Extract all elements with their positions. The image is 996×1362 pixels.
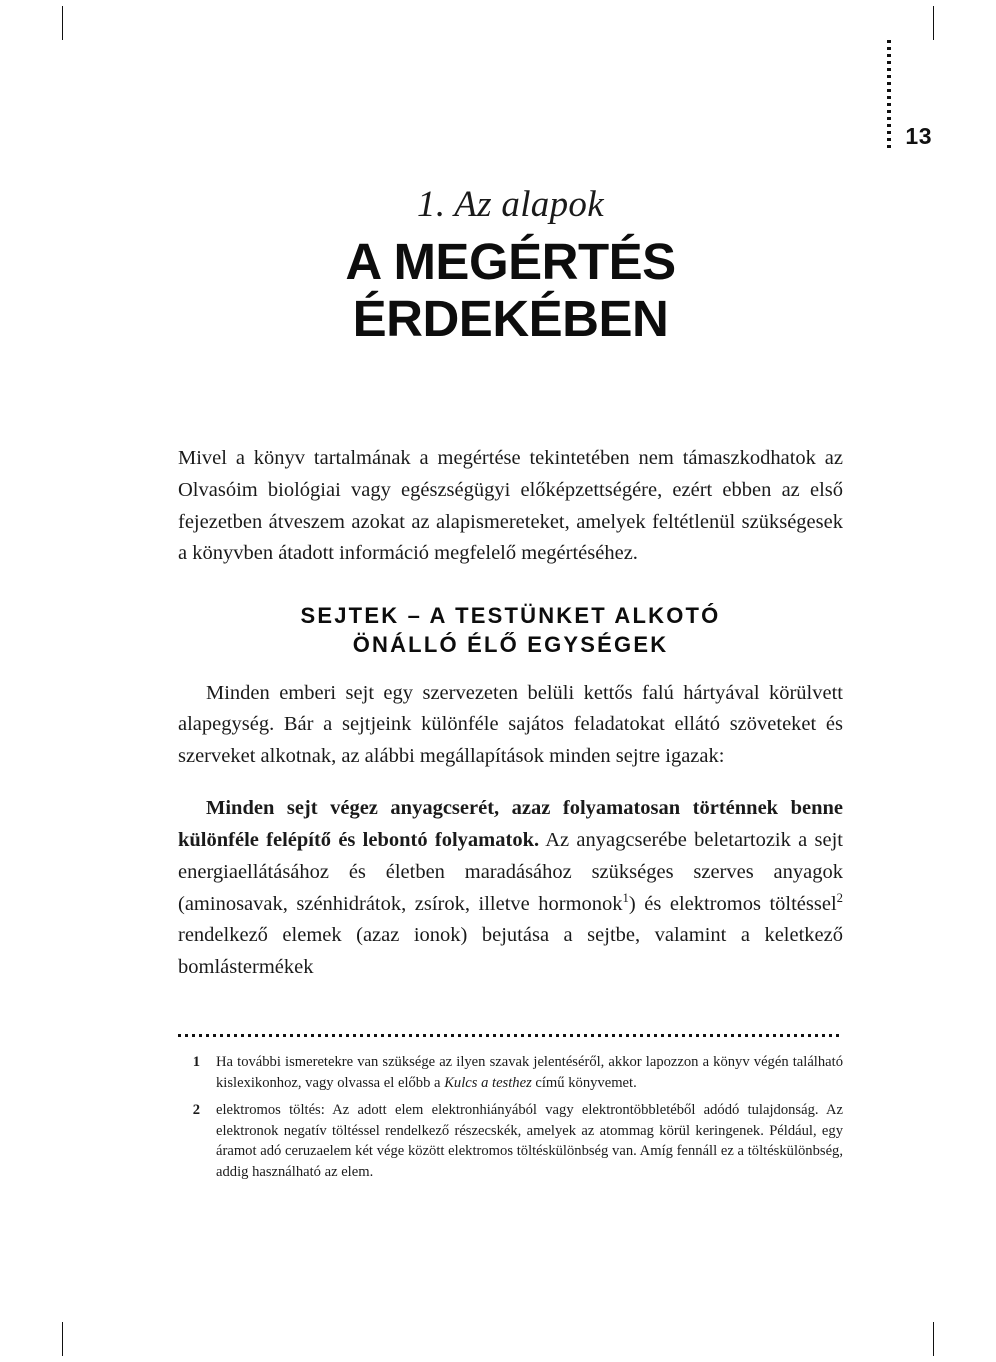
page-number-block <box>887 40 932 150</box>
crop-mark-top-right <box>933 6 934 40</box>
crop-mark-top-left <box>62 6 63 40</box>
footnote-ref-2: 2 <box>836 890 843 905</box>
chapter-title-line-1: A MEGÉRTÉS <box>345 232 676 290</box>
footnote-text <box>216 1052 843 1094</box>
section-heading-line-1: SEJTEK – A TESTÜNKET ALKOTÓ <box>300 603 721 629</box>
body-paragraph-2-text-b: ) és elektromos töltéssel <box>628 892 837 915</box>
body-paragraph-1: Minden emberi sejt egy szervezeten belüli kettős falú hártyával körülvett alapegység. Bár a sejtjeink különféle sajátos feladatokat ellátó szöveteket és szerveket alkotnak, az alábbi megállapítások minden sejtre igazak: <box>178 681 843 768</box>
page-number: 13 <box>905 123 932 149</box>
intro-paragraph: Mivel a könyv tartalmának a megértése tekintetében nem támaszkodhatok az Olvasóim biológiai vagy egészségügyi előképzettségére, ezért ebben az első fejezetben átveszem azokat az alapismereteket, amelyek feltétlenül szükségesek a könyvben átadott információ megfelelő megértéséhez. <box>178 447 843 565</box>
footnote-number: 2 <box>192 1101 200 1118</box>
footnote-text-before: Ha további ismeretekre van szüksége az ilyen szavak jelentéséről, akkor lapozzon a könyv végén található kislexikonhoz, vagy olvassa el előbb a <box>216 1054 843 1091</box>
footnotes <box>178 1052 843 1189</box>
body-paragraph-2-text-c: rendelkező elemek (azaz ionok) bejutása a sejtbe, valamint a keletkező bomlástermékek <box>178 924 843 979</box>
crop-mark-bottom-right <box>933 1322 934 1356</box>
body-paragraph-2 <box>178 793 843 984</box>
chapter-title-line-2: ÉRDEKÉBEN <box>352 289 669 347</box>
body-paragraph-2-bold: Minden sejt végez anyagcserét, azaz folyamatosan történnek benne különféle felépítő és lebontó folyamatok. <box>178 797 843 852</box>
footnote-text-before: elektromos töltés: Az adott elem elektronhiányából vagy elektrontöbbletéből adódó tulajdonság. Az elektronok negatív töltéssel rendelkező részecskék, amelyek az atommag körül keringenek. Például, egy áramot adó ceruzaelem két vége között elektromos töltéskülönbség van. Amíg fennáll ez a töltéskülönbség, addig használható az elem. <box>216 1101 843 1181</box>
footnote-text <box>216 1100 843 1183</box>
footnote-item <box>178 1052 843 1094</box>
footnote-number: 1 <box>192 1054 200 1070</box>
footnote-text-after: című könyvemet. <box>531 1074 637 1091</box>
body-paragraph-2-text-a: Az anyagcserébe beletartozik a sejt energiaellátásához és életben maradásához szükséges szerves anyagok (aminosavak, szénhidrátok, zsírok, illetve hormonok <box>178 829 843 915</box>
footnote-item <box>178 1100 843 1183</box>
footnote-book-title: Kulcs a testhez <box>444 1074 532 1091</box>
footnote-ref-1: 1 <box>622 890 629 905</box>
chapter-kicker: 1. Az alapok <box>417 184 604 225</box>
section-heading <box>178 602 843 659</box>
footnote-divider <box>178 1034 843 1037</box>
page-title <box>178 233 843 347</box>
crop-mark-bottom-left <box>62 1322 63 1356</box>
dotted-rule-vertical <box>887 40 891 150</box>
page-content <box>178 0 843 1004</box>
section-heading-line-2: ÖNÁLLÓ ÉLŐ EGYSÉGEK <box>352 631 669 657</box>
